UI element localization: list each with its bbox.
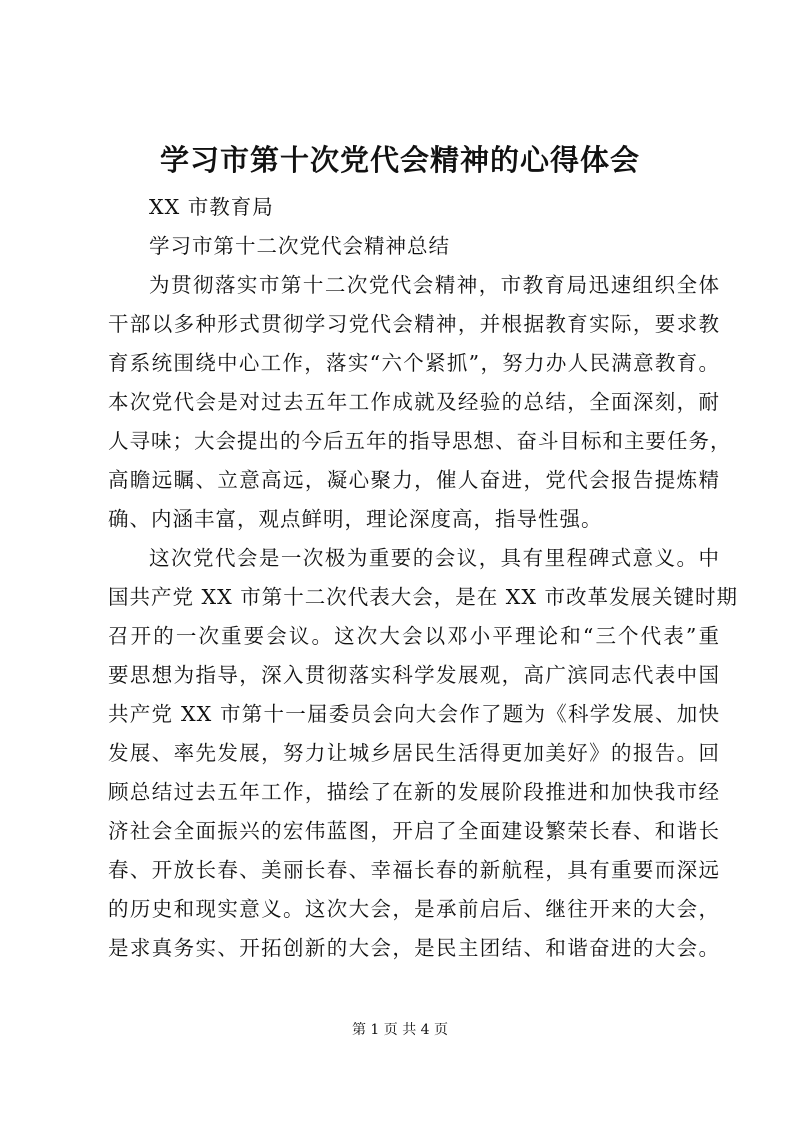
subtitle-line: 学习市第十二次党代会精神总结 xyxy=(149,234,450,258)
paragraph-1-line: 为贯彻落实市第十二次党代会精神，市教育局迅速组织全体 xyxy=(149,273,720,297)
paragraph-2-line: 春、开放长春、美丽长春、幸福长春的新航程，具有重要而深远 xyxy=(108,858,720,882)
paragraph-1-line: 干部以多种形式贯彻学习党代会精神，并根据教育实际，要求教 xyxy=(108,312,720,336)
paragraph-1-line: 确、内涵丰富，观点鲜明，理论深度高，指导性强。 xyxy=(108,507,603,531)
paragraph-2-line: 国共产党 XX 市第十二次代表大会，是在 XX 市改革发展关键时期 xyxy=(108,585,738,609)
paragraph-2-line: 召开的一次重要会议。这次大会以邓小平理论和“三个代表”重 xyxy=(108,624,720,648)
paragraph-2-line: 的历史和现实意义。这次大会，是承前启后、继往开来的大会， xyxy=(108,897,720,921)
paragraph-2-line: 顾总结过去五年工作，描绘了在新的发展阶段推进和加快我市经 xyxy=(108,780,720,804)
paragraph-2-line: 发展、率先发展，努力让城乡居民生活得更加美好》的报告。回 xyxy=(108,741,720,765)
paragraph-2-line: 是求真务实、开拓创新的大会，是民主团结、和谐奋进的大会。 xyxy=(108,936,720,960)
paragraph-2-line: 济社会全面振兴的宏伟蓝图，开启了全面建设繁荣长春、和谐长 xyxy=(108,819,720,843)
paragraph-2-line: 要思想为指导，深入贯彻落实科学发展观，高广滨同志代表中国 xyxy=(108,663,720,687)
document-title: 学习市第十次党代会精神的心得体会 xyxy=(159,143,640,177)
document-body xyxy=(108,188,738,968)
paragraph-2-line: 共产党 XX 市第十一届委员会向大会作了题为《科学发展、加快 xyxy=(108,702,720,726)
paragraph-2-line: 这次党代会是一次极为重要的会议，具有里程碑式意义。中 xyxy=(149,546,720,570)
paragraph-1-line: 本次党代会是对过去五年工作成就及经验的总结，全面深刻，耐 xyxy=(108,390,720,414)
paragraph-1-line: 育系统围绕中心工作，落实“六个紧抓”，努力办人民满意教育。 xyxy=(108,351,720,375)
paragraph-1-line: 高瞻远瞩、立意高远，凝心聚力，催人奋进，党代会报告提炼精 xyxy=(108,468,720,492)
page-footer: 第 1 页 共 4 页 xyxy=(351,1022,449,1038)
paragraph-1-line: 人寻味；大会提出的今后五年的指导思想、奋斗目标和主要任务， xyxy=(108,429,732,453)
author-line: XX 市教育局 xyxy=(149,195,274,219)
